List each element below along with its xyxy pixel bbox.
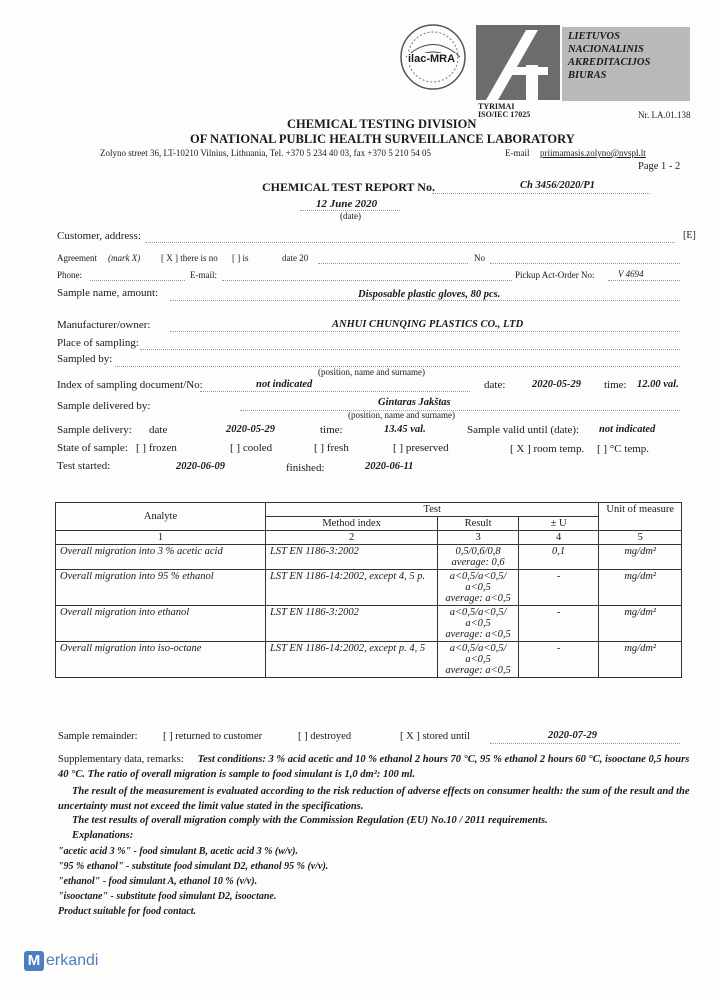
state-fresh[interactable]: [ ] fresh <box>314 442 349 454</box>
place-of-sampling-label: Place of sampling: <box>57 337 139 349</box>
ilac-mra-logo-text: ilac-MRA <box>408 53 456 65</box>
state-temp[interactable]: [ ] °C temp. <box>597 443 650 455</box>
sampling-date-label: date: <box>484 379 506 391</box>
col-number-5: 5 <box>599 531 682 545</box>
table-row <box>56 642 682 678</box>
lab-email[interactable]: priimamasis.zolyno@nvspl.lt <box>540 148 646 158</box>
state-cooled[interactable]: [ ] cooled <box>230 442 273 454</box>
state-preserved[interactable]: [ ] preserved <box>393 442 449 454</box>
email-field-label: E-mail: <box>190 270 217 280</box>
finished-label: finished: <box>286 462 325 474</box>
lithuania-accreditation-logo <box>476 25 560 100</box>
state-frozen[interactable]: [ ] frozen <box>136 442 177 454</box>
agreement-label: Agreement <box>57 253 97 263</box>
sampling-time-label: time: <box>604 379 627 391</box>
delivered-by-caption: (position, name and surname) <box>348 410 455 420</box>
method-cell: LST EN 1186-14:2002, except p. 4, 5 <box>266 642 438 678</box>
header-analyte: Analyte <box>56 503 266 531</box>
remarks-measurement: The result of the measurement is evaluated according to the risk reduction of adverse effects on consumer health: the sum of the result and the uncertainty must not exceed the limit value stated in the specifications. <box>58 786 690 812</box>
sampling-time: 12.00 val. <box>637 379 679 390</box>
logo-line-1: LIETUVOS <box>568 31 620 42</box>
method-cell: LST EN 1186-3:2002 <box>266 606 438 642</box>
uncertainty-cell: 0,1 <box>518 545 599 570</box>
test-started-label: Test started: <box>57 460 111 472</box>
logo-line-2: NACIONALINIS <box>568 44 644 55</box>
remarks-explanation-1: "acetic acid 3 %" - food simulant B, acetic acid 3 % (w/v). <box>58 846 298 857</box>
unit-cell: mg/dm² <box>599 545 682 570</box>
remarks-explanation-2: "95 % ethanol" - substitute food simulant D2, ethanol 95 % (v/v). <box>58 861 329 872</box>
merkandi-logo-text: erkandi <box>46 952 99 969</box>
manufacturer-label: Manufacturer/owner: <box>57 319 151 331</box>
page-number: Page 1 - 2 <box>638 161 681 172</box>
logo-line-3: AKREDITACIJOS <box>568 57 651 68</box>
result-values: a<0,5/a<0,5/ a<0,5 <box>449 571 507 593</box>
col-number-4: 4 <box>518 531 599 545</box>
agreement-no: No <box>474 253 485 263</box>
report-date: 12 June 2020 <box>316 198 378 210</box>
delivery-date-label: date <box>149 424 168 436</box>
merkandi-logo-icon: M <box>24 951 44 971</box>
result-cell <box>438 606 519 642</box>
uncertainty-cell: - <box>518 606 599 642</box>
remainder-label: Sample remainder: <box>58 731 138 742</box>
analyte-cell: Overall migration into ethanol <box>56 606 266 642</box>
col-number-2: 2 <box>266 531 438 545</box>
sample-name-label: Sample name, amount: <box>57 287 159 299</box>
agreement-there-is-no[interactable]: [ X ] there is no <box>161 253 218 263</box>
uncertainty-cell: - <box>518 570 599 606</box>
remainder-returned[interactable]: [ ] returned to customer <box>163 731 263 742</box>
email-label-header: E-mail <box>505 148 530 158</box>
remarks-explanation-3: "ethanol" - food simulant A, ethanol 10 % (v/v). <box>58 876 258 887</box>
remarks-block <box>58 752 698 782</box>
manufacturer-value: ANHUI CHUNQING PLASTICS CO., LTD <box>332 319 524 330</box>
remainder-stored-date: 2020-07-29 <box>548 730 597 741</box>
sample-name-value: Disposable plastic gloves, 80 pcs. <box>358 289 501 300</box>
customer-code: [E] <box>683 230 696 241</box>
unit-cell: mg/dm² <box>599 606 682 642</box>
remainder-destroyed[interactable]: [ ] destroyed <box>298 731 352 742</box>
header-unit: Unit of measure <box>599 503 682 531</box>
result-average: average: a<0,5 <box>445 593 511 604</box>
sampled-by-label: Sampled by: <box>57 353 113 365</box>
analyte-cell: Overall migration into 95 % ethanol <box>56 570 266 606</box>
delivered-by-label: Sample delivered by: <box>57 400 151 412</box>
remarks-compliance: The test results of overall migration comply with the Commission Regulation (EU) No.10 / 2011 requirements. <box>72 815 548 826</box>
results-table <box>55 502 682 678</box>
division-title-line1: CHEMICAL TESTING DIVISION <box>287 117 477 131</box>
header-result: Result <box>438 517 519 531</box>
result-average: average: 0,6 <box>451 557 505 568</box>
analyte-cell: Overall migration into iso-octane <box>56 642 266 678</box>
method-cell: LST EN 1186-14:2002, except 4, 5 p. <box>266 570 438 606</box>
logo-line-4: BIURAS <box>568 70 607 81</box>
valid-until-value: not indicated <box>599 424 656 435</box>
agreement-is[interactable]: [ ] is <box>232 253 249 263</box>
uncertainty-cell: - <box>518 642 599 678</box>
finished-value: 2020-06-11 <box>365 461 414 472</box>
header-method: Method index <box>266 517 438 531</box>
delivered-by-value: Gintaras Jakštas <box>378 397 451 408</box>
delivery-date: 2020-05-29 <box>226 424 275 435</box>
index-label: Index of sampling document/No: <box>57 379 203 391</box>
test-started-value: 2020-06-09 <box>176 461 225 472</box>
delivery-time: 13.45 val. <box>384 424 426 435</box>
remarks-conditions: Test conditions: 3 % acid acetic and 10 % ethanol 2 hours 70 °C, 95 % ethanol 2 hours 60 °C, isooctane 0,5 hours 40 °C. The ratio of overall migration is sample to food simulant is 1,0 dm²: 100 ml. <box>58 754 690 780</box>
table-row <box>56 545 682 570</box>
remarks-label: Supplementary data, remarks: <box>58 754 184 765</box>
state-room-temp[interactable]: [ X ] room temp. <box>510 443 585 455</box>
agreement-date: date 20 <box>282 253 309 263</box>
sampled-by-caption: (position, name and surname) <box>318 367 425 377</box>
report-number: Ch 3456/2020/P1 <box>520 180 595 191</box>
header-u: ± U <box>518 517 599 531</box>
remainder-stored[interactable]: [ X ] stored until <box>400 731 470 742</box>
result-values: 0,5/0,6/0,8 <box>455 546 501 557</box>
result-cell <box>438 642 519 678</box>
delivery-label: Sample delivery: <box>57 424 132 436</box>
result-average: average: a<0,5 <box>445 665 511 676</box>
unit-cell: mg/dm² <box>599 570 682 606</box>
lithuania-logo-text-box <box>562 27 690 101</box>
table-row <box>56 606 682 642</box>
pickup-label: Pickup Act-Order No: <box>515 270 595 280</box>
col-number-1: 1 <box>56 531 266 545</box>
method-cell: LST EN 1186-3:2002 <box>266 545 438 570</box>
analyte-cell: Overall migration into 3 % acetic acid <box>56 545 266 570</box>
table-row <box>56 570 682 606</box>
tyrimai-label: TYRIMAI <box>478 102 515 111</box>
accreditation-number: Nr. LA.01.138 <box>638 110 691 120</box>
unit-cell: mg/dm² <box>599 642 682 678</box>
iso-label: ISO/IEC 17025 <box>478 110 531 119</box>
customer-label: Customer, address: <box>57 230 141 242</box>
header-test: Test <box>266 503 599 517</box>
remarks-explanation-4: "isooctane" - substitute food simulant D2, isooctane. <box>58 891 277 902</box>
result-average: average: a<0,5 <box>445 629 511 640</box>
result-values: a<0,5/a<0,5/ a<0,5 <box>449 643 507 665</box>
index-value: not indicated <box>256 379 313 390</box>
lab-address: Zolyno street 36, LT-10210 Vilnius, Lithuania, Tel. +370 5 234 40 03, fax +370 5 210 54 05 <box>100 148 431 158</box>
report-title: CHEMICAL TEST REPORT No. <box>262 180 435 194</box>
agreement-mark: (mark X) <box>108 253 141 263</box>
result-values: a<0,5/a<0,5/ a<0,5 <box>449 607 507 629</box>
pickup-value: V 4694 <box>618 269 644 279</box>
result-cell <box>438 570 519 606</box>
result-cell <box>438 545 519 570</box>
state-label: State of sample: <box>57 442 128 454</box>
phone-label: Phone: <box>57 270 83 280</box>
remarks-explanations-label: Explanations: <box>72 830 134 841</box>
remarks-final: Product suitable for food contact. <box>58 906 197 917</box>
valid-until-label: Sample valid until (date): <box>467 424 580 436</box>
division-title-line2: OF NATIONAL PUBLIC HEALTH SURVEILLANCE LABORATORY <box>190 132 575 146</box>
delivery-time-label: time: <box>320 424 343 436</box>
report-date-caption: (date) <box>340 211 361 221</box>
sampling-date: 2020-05-29 <box>532 379 581 390</box>
col-number-3: 3 <box>438 531 519 545</box>
